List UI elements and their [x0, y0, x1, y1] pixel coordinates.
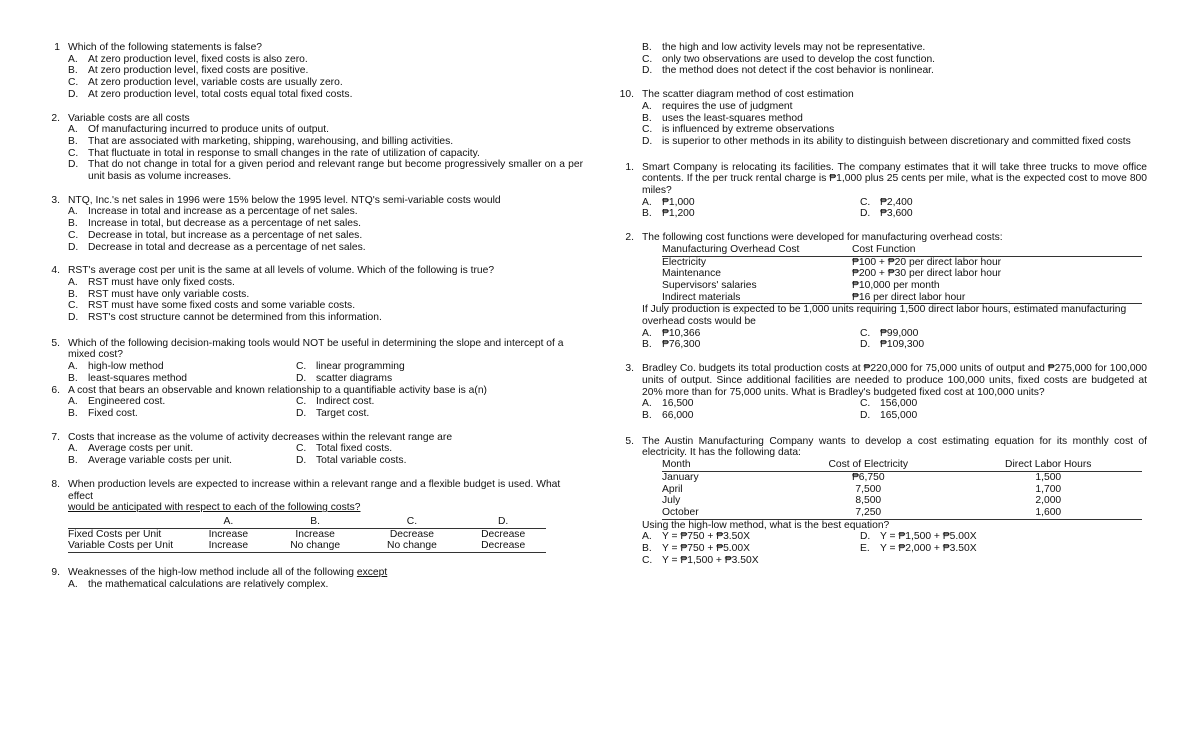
table-cell: No change: [267, 540, 364, 552]
table-cell: ₱100 + ₱20 per direct labor hour: [852, 256, 1002, 268]
option-letter: C.: [642, 124, 653, 136]
option-letter: B.: [642, 42, 652, 53]
option-d: [68, 159, 583, 182]
option-letter: B.: [642, 112, 652, 124]
option-letter: D.: [296, 455, 307, 467]
option-text: Fixed cost.: [88, 407, 138, 419]
question-number: 7.: [51, 431, 60, 443]
table-header-row: [662, 459, 1142, 471]
right-column: [612, 42, 1147, 566]
option-text: Y = ₱2,000 + ₱3.50X: [880, 543, 977, 555]
option-letter: A.: [642, 196, 652, 208]
option-b: [642, 339, 860, 351]
table-cell: Increase: [190, 540, 267, 552]
option-letter: C.: [68, 300, 79, 312]
question-9: [38, 567, 583, 590]
question-stem: Bradley Co. budgets its total production costs at ₱220,000 for 75,000 units of output and ₱275,000 for 100,000 units of output. Since additional facilities are needed to produce 100,000 units, fixed costs are budgeted at 20% more than for 75,000 units. What is Bradley's budgeted fixed cost at 100,000 units?: [642, 363, 1147, 398]
option-d: [296, 455, 583, 467]
option-letter: C.: [68, 147, 79, 159]
option-text: RST must have only fixed costs.: [88, 276, 235, 288]
option-letter: C.: [296, 443, 307, 455]
option-text: ₱3,600: [880, 208, 913, 220]
question-stem: A cost that bears an observable and known relationship to a quantifiable activity base is a(n): [68, 384, 487, 396]
option-grid: [68, 361, 583, 384]
option-b: [68, 218, 583, 230]
table-row: [662, 484, 1142, 496]
question-stem: The scatter diagram method of cost estimation: [642, 89, 854, 101]
option-text: Target cost.: [316, 407, 370, 419]
table-cell: 7,250: [782, 507, 955, 519]
option-letter: D.: [642, 65, 653, 77]
option-text: ₱1,000: [662, 196, 695, 208]
table-cell: Increase: [295, 528, 335, 540]
question-number: 4.: [51, 265, 60, 277]
question-number: 10.: [619, 89, 634, 101]
table-cell: Supervisors' salaries: [662, 279, 757, 291]
option-d: [642, 136, 1147, 148]
question-stem: Which of the following statements is false?: [68, 42, 263, 53]
option-b: [68, 455, 296, 467]
option-letter: D.: [68, 159, 79, 171]
option-b: [68, 289, 583, 301]
option-c: [296, 443, 583, 455]
question-1: [38, 42, 583, 101]
option-text: Increase in total, but decrease as a percentage of net sales.: [88, 218, 362, 230]
option-letter: A.: [68, 206, 78, 218]
option-b: [68, 373, 296, 385]
question-stem: Smart Company is relocating its facilities. The company estimates that it will take three trucks to move office contents. If the per truck rental charge is ₱1,000 plus 25 cents per mile, what is the expected cost to move 800 miles?: [642, 161, 1147, 197]
option-text: the high and low activity levels may not be representative.: [662, 42, 926, 53]
option-text: RST's cost structure cannot be determined from this information.: [88, 312, 382, 324]
table-header-cell: C.: [364, 516, 461, 528]
option-c: [860, 328, 1147, 340]
option-letter: B.: [68, 218, 78, 230]
option-letter: D.: [860, 409, 871, 421]
option-text: uses the least-squares method: [662, 112, 803, 124]
option-text: Average variable costs per unit.: [88, 455, 233, 467]
option-text: ₱10,366: [662, 327, 701, 339]
stem-text: Weaknesses of the high-low method include all of the following: [68, 567, 357, 579]
problem-3: [612, 363, 1147, 422]
option-b: [68, 408, 296, 420]
option-text: is influenced by extreme observations: [662, 124, 835, 136]
option-c: [642, 555, 860, 567]
question-number: 3.: [51, 194, 60, 206]
option-c: [296, 396, 583, 408]
question-9-continued: [612, 42, 1147, 77]
table-row: [662, 292, 1142, 304]
option-letter: C.: [642, 554, 653, 566]
option-a: [68, 396, 296, 408]
option-text: At zero production level, fixed costs is also zero.: [88, 53, 308, 65]
option-letter: C.: [860, 196, 871, 208]
option-letter: A.: [642, 327, 652, 339]
option-c: [642, 124, 1147, 136]
question-number: 3.: [625, 363, 634, 375]
table-row: [662, 507, 1142, 519]
option-text: ₱76,300: [662, 339, 701, 351]
option-text: ₱1,200: [662, 208, 695, 220]
option-c: [68, 230, 583, 242]
option-letter: A.: [68, 396, 78, 408]
option-letter: C.: [296, 361, 307, 373]
table-header-cell: Cost of Electricity: [782, 459, 955, 471]
option-letter: C.: [296, 396, 307, 408]
option-text: high-low method: [88, 361, 164, 373]
option-letter: A.: [68, 578, 78, 590]
question-stem: Variable costs are all costs: [68, 112, 190, 124]
option-text: At zero production level, total costs equal total fixed costs.: [88, 88, 353, 100]
option-letter: B.: [642, 208, 652, 220]
option-text: At zero production level, variable costs are usually zero.: [88, 77, 343, 89]
table-cell: ₱10,000 per month: [852, 279, 940, 291]
table-row: [68, 540, 546, 552]
question-number: 2.: [51, 112, 60, 124]
table-header-row: [662, 244, 1142, 256]
option-grid: [642, 531, 1147, 566]
option-a: [642, 197, 860, 209]
option-text: linear programming: [316, 361, 405, 373]
option-c: [860, 398, 1147, 410]
electricity-cost-table: [662, 459, 1142, 520]
option-letter: B.: [68, 455, 78, 467]
table-cell: 1,700: [1035, 483, 1062, 495]
option-c: [296, 361, 583, 373]
option-text: ₱109,300: [880, 339, 925, 351]
option-text: only two observations are used to develop the cost function.: [662, 53, 936, 65]
table-header-cell: Cost Function: [852, 244, 1142, 256]
option-a: [68, 579, 583, 591]
question-10: [612, 89, 1147, 148]
option-text: Y = ₱1,500 + ₱3.50X: [662, 554, 759, 566]
option-a: [642, 328, 860, 340]
option-letter: A.: [68, 53, 78, 65]
table-cell: ₱16 per direct labor hour: [852, 292, 1142, 304]
option-letter: D.: [860, 531, 871, 543]
question-stem-continued: would be anticipated with respect to each of the following costs?: [68, 502, 361, 514]
option-letter: D.: [296, 407, 307, 419]
option-text: 165,000: [880, 409, 918, 421]
option-d: [68, 312, 583, 324]
option-text: Engineered cost.: [88, 396, 166, 408]
table-cell: Indirect materials: [662, 292, 852, 304]
option-letter: D.: [68, 88, 79, 100]
option-b: [642, 208, 860, 220]
question-stem: The Austin Manufacturing Company wants to develop a cost estimating equation for its monthly cost of electricity. It has the following data:: [642, 435, 1147, 459]
option-a: [68, 277, 583, 289]
option-text: Total variable costs.: [316, 455, 407, 467]
question-8: [38, 479, 583, 553]
option-text: Y = ₱1,500 + ₱5.00X: [880, 531, 977, 543]
option-letter: A.: [68, 361, 78, 373]
option-letter: B.: [642, 543, 652, 555]
option-text: Increase in total and increase as a percentage of net sales.: [88, 206, 358, 218]
question-6: [38, 385, 583, 420]
stem-emphasis: except: [356, 567, 388, 579]
question-stem: The following cost functions were developed for manufacturing overhead costs:: [642, 232, 1003, 244]
question-number: 2.: [625, 232, 634, 244]
option-d: [296, 373, 583, 385]
option-text: 16,500: [662, 398, 694, 410]
option-letter: D.: [68, 312, 79, 324]
option-c: [642, 54, 1147, 66]
table-row: [662, 268, 1142, 280]
table-cell: April: [662, 483, 683, 495]
option-grid: [642, 398, 1147, 421]
question-number: 5.: [51, 337, 60, 349]
question-stem: Which of the following decision-making tools would NOT be useful in determining the slope and intercept of a mixed cost?: [68, 337, 564, 361]
option-grid: [68, 443, 583, 466]
option-d: [296, 408, 583, 420]
left-column: [38, 42, 583, 590]
problem-5: [612, 436, 1147, 567]
option-letter: D.: [860, 339, 871, 351]
option-letter: C.: [68, 77, 79, 89]
option-letter: C.: [68, 229, 79, 241]
question-3: [38, 195, 583, 254]
option-text: Average costs per unit.: [88, 443, 194, 455]
option-d: [860, 410, 1147, 422]
table-cell: Variable Costs per Unit: [68, 540, 190, 552]
option-letter: B.: [68, 372, 78, 384]
option-text: the mathematical calculations are relatively complex.: [88, 578, 329, 590]
option-letter: C.: [860, 327, 871, 339]
option-letter: A.: [642, 531, 652, 543]
table-cell: October: [662, 507, 782, 519]
option-grid: [642, 328, 1147, 351]
option-letter: C.: [642, 53, 653, 65]
question-stem: Costs that increase as the volume of activity decreases within the relevant range are: [68, 431, 453, 443]
option-a: [68, 206, 583, 218]
table-row: [662, 495, 1142, 507]
overhead-cost-table: [662, 244, 1142, 305]
option-a: [68, 443, 296, 455]
table-header-cell: Month: [662, 459, 782, 471]
option-letter: E.: [860, 543, 870, 555]
table-cell: 7,500: [855, 483, 882, 495]
option-text: Indirect cost.: [316, 396, 375, 408]
option-letter: B.: [68, 407, 78, 419]
option-a: [642, 531, 860, 543]
table-row: [68, 528, 546, 540]
table-row: [662, 280, 1142, 292]
table-header-cell: B.: [267, 516, 364, 528]
table-header-cell: [68, 516, 190, 528]
option-text: Of manufacturing incurred to produce units of output.: [88, 124, 329, 136]
option-letter: A.: [642, 100, 652, 112]
option-b: [642, 543, 860, 555]
option-letter: B.: [642, 409, 652, 421]
question-followup: Using the high-low method, what is the best equation?: [642, 519, 890, 531]
option-a: [68, 124, 583, 136]
table-cell: Decrease: [481, 528, 526, 540]
option-text: Y = ₱750 + ₱5.00X: [662, 543, 750, 555]
option-a: [642, 101, 1147, 113]
option-text: ₱2,400: [880, 196, 913, 208]
option-c: [68, 300, 583, 312]
option-letter: C.: [860, 398, 871, 410]
question-7: [38, 432, 583, 467]
option-letter: D.: [642, 135, 653, 147]
option-grid: [68, 396, 583, 419]
question-number: 9.: [51, 567, 60, 579]
table-cell: Decrease: [460, 540, 546, 552]
question-number: 6.: [51, 384, 60, 396]
option-text: the method does not detect if the cost behavior is nonlinear.: [662, 65, 934, 77]
table-cell: Decrease: [389, 528, 434, 540]
option-text: At zero production level, fixed costs are positive.: [88, 65, 309, 77]
table-header-cell: A.: [190, 516, 267, 528]
option-text: ₱99,000: [880, 327, 919, 339]
option-letter: A.: [68, 443, 78, 455]
table-header-cell: D.: [460, 516, 546, 528]
option-text: That do not change in total for a given period and relevant range but become progressively smaller on a per unit basis as volume increases.: [88, 159, 583, 183]
option-a: [68, 361, 296, 373]
option-letter: A.: [642, 398, 652, 410]
table-cell: Fixed Costs per Unit: [68, 528, 162, 540]
option-letter: A.: [68, 276, 78, 288]
option-d: [860, 208, 1147, 220]
table-row: [662, 256, 1142, 268]
option-text: RST must have some fixed costs and some variable costs.: [88, 300, 356, 312]
question-stem: NTQ, Inc.'s net sales in 1996 were 15% below the 1995 level. NTQ's semi-variable costs would: [68, 194, 501, 206]
problem-1: [612, 162, 1147, 221]
option-letter: D.: [860, 208, 871, 220]
option-b: [642, 113, 1147, 125]
table-cell: Electricity: [662, 256, 707, 268]
table-cell: 2,000: [1035, 495, 1062, 507]
table-row: [662, 471, 1142, 483]
option-d: [642, 65, 1147, 77]
option-b: [68, 65, 583, 77]
option-text: Total fixed costs.: [316, 443, 393, 455]
option-letter: B.: [68, 65, 78, 77]
option-c: [860, 197, 1147, 209]
option-b: [642, 410, 860, 422]
table-cell: 1,600: [955, 507, 1142, 519]
option-text: That are associated with marketing, shipping, warehousing, and billing activities.: [88, 135, 454, 147]
table-cell: 1,500: [1035, 471, 1062, 483]
table-header-row: [68, 516, 546, 528]
option-b: [642, 42, 1147, 54]
table-header-cell: Direct Labor Hours: [955, 459, 1142, 471]
option-text: 156,000: [880, 398, 918, 410]
question-number: 5.: [625, 435, 634, 447]
option-text: Decrease in total and decrease as a percentage of net sales.: [88, 241, 366, 253]
option-text: scatter diagrams: [316, 372, 393, 384]
option-text: That fluctuate in total in response to small changes in the rate of utilization of capacity.: [88, 147, 480, 159]
option-a: [68, 54, 583, 66]
option-text: requires the use of judgment: [662, 100, 793, 112]
option-text: least-squares method: [88, 372, 188, 384]
option-letter: D.: [68, 241, 79, 253]
question-number: 1: [54, 42, 60, 53]
option-d: [860, 339, 1147, 351]
option-a: [642, 398, 860, 410]
option-letter: D.: [296, 372, 307, 384]
table-cell: No change: [364, 540, 461, 552]
question-stem: When production levels are expected to increase within a relevant range and a flexible budget is used. What effect: [68, 478, 561, 502]
option-letter: B.: [68, 135, 78, 147]
option-text: Y = ₱750 + ₱3.50X: [662, 531, 750, 543]
table-cell: January: [662, 471, 699, 483]
question-stem: RST's average cost per unit is the same at all levels of volume. Which of the following is true?: [68, 265, 495, 277]
table-cell: ₱6,750: [851, 471, 885, 483]
option-letter: B.: [68, 288, 78, 300]
option-d: [68, 242, 583, 254]
option-letter: B.: [642, 339, 652, 351]
cost-effect-table: [68, 516, 546, 553]
table-cell: July: [662, 495, 681, 507]
question-number: 1.: [625, 161, 634, 173]
problem-2: [612, 232, 1147, 351]
option-text: Decrease in total, but increase as a percentage of net sales.: [88, 229, 363, 241]
option-e: [860, 543, 1147, 555]
option-d: [860, 531, 1147, 543]
table-cell: 8,500: [855, 495, 882, 507]
option-grid: [642, 197, 1147, 220]
question-number: 8.: [51, 478, 60, 490]
table-cell: ₱200 + ₱30 per direct labor hour: [852, 268, 1002, 280]
option-c: [68, 77, 583, 89]
option-text: is superior to other methods in its ability to distinguish between discretionary and committed fixed costs: [662, 135, 1131, 147]
table-cell: Maintenance: [662, 268, 721, 280]
option-text: RST must have only variable costs.: [88, 288, 250, 300]
table-header-cell: Manufacturing Overhead Cost: [662, 244, 852, 256]
option-letter: A.: [68, 124, 78, 136]
option-d: [68, 89, 583, 101]
question-followup: If July production is expected to be 1,000 units requiring 1,500 direct labor hours, estimated manufacturing overhead costs would be: [642, 304, 1127, 328]
option-c: [68, 148, 583, 160]
option-text: 66,000: [662, 409, 694, 421]
question-4: [38, 265, 583, 324]
question-stem: [68, 567, 583, 579]
table-cell: Increase: [208, 528, 249, 540]
option-b: [68, 136, 583, 148]
question-5: [38, 338, 583, 385]
question-2: [38, 113, 583, 183]
